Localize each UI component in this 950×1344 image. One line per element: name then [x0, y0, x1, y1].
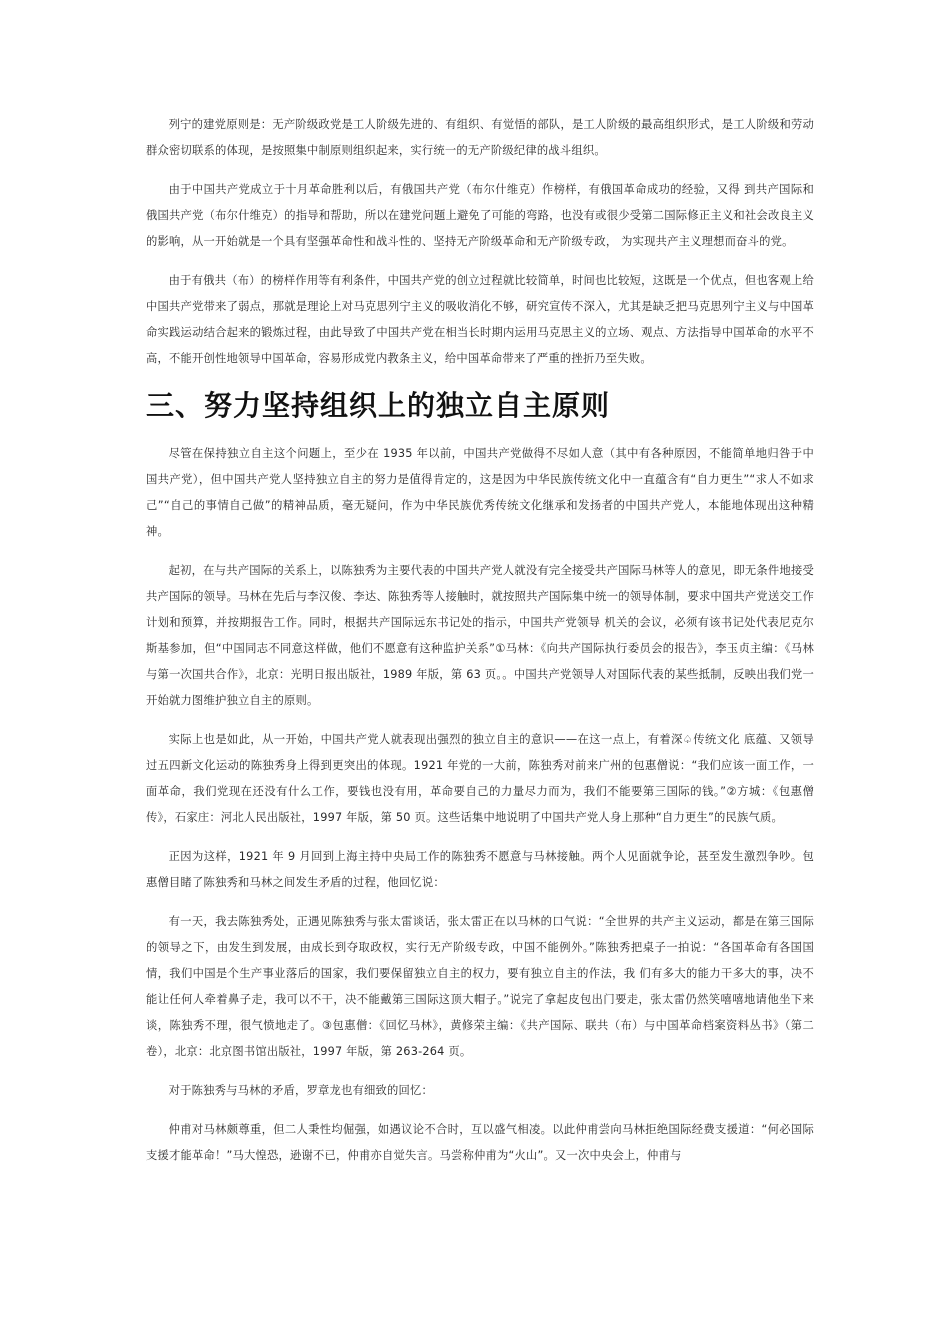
document-page — [146, 112, 814, 1182]
section-heading: 三、努力坚持组织上的独立自主原则 — [146, 389, 611, 422]
paragraph-weaknesses: 由于有俄共（布）的榜样作用等有利条件，中国共产党的创立过程就比较简单，时间也比较短，这既是一个优点，但也客观上给中国共产党带来了弱点，那就是理论上对马克思列宁主义的吸收消化不够，研究宣传不深入，尤其是缺乏把马克思列宁主义与中国革命实践运动结合起来的锻炼过程，由此导致了中国共产党在相当长时期内运用马克思主义的立场、观点、方法指导中国革命的水平不高，不能开创性地领导中国革命，容易形成党内教条主义，给中国革命带来了严重的挫折乃至失败。 — [146, 274, 814, 365]
paragraph-party-founding: 由于中国共产党成立于十月革命胜利以后，有俄国共产党（布尔什维克）作榜样，有俄国革命成功的经验，又得 到共产国际和俄国共产党（布尔什维克）的指导和帮助，所以在建党问题上避免了可能的弯路，也没有或很少受第二国际修正主义和社会改良主义的影响，从一开始就是一个具有坚强革命性和战斗性的、坚持无产阶级革命和无产阶级专政， 为实现共产主义理想而奋斗的党。 — [146, 183, 814, 248]
paragraph-comintern-relations: 起初，在与共产国际的关系上，以陈独秀为主要代表的中国共产党人就没有完全接受共产国际马林等人的意见，即无条件地接受共产国际的领导。马林在先后与李汉俊、李达、陈独秀等人接触时，就按照共产国际集中统一的领导体制，要求中国共产党送交工作计划和预算，并按期报告工作。同时，根据共产国际远东书记处的指示，中国共产党领导 机关的会议，必须有该书记处代表尼克尔斯基参加，但“中国同志不同意这样做，他们不愿意有这种监护关系”①马林：《向共产国际执行委员会的报告》，李玉贞主编：《马林与第一次国共合作》，北京：光明日报出版社，1989 年版，第 63 页。。中国共产党领导人对国际代表的某些抵制，反映出我们党一开始就力图维护独立自主的原则。 — [146, 564, 814, 707]
paragraph-bao-huiseng-memoir: 有一天，我去陈独秀处，正遇见陈独秀与张太雷谈话，张太雷正在以马林的口气说：“全世界的共产主义运动，都是在第三国际的领导之下，由发生到发展，由成长到夺取政权，实行无产阶级专政，中国不能例外。”陈独秀把桌子一拍说：“各国革命有各国国情，我们中国是个生产事业落后的国家，我们要保留独立自主的权力，要有独立自主的作法，我 们有多大的能力干多大的事，决不能让任何人牵着鼻子走，我可以不干，决不能戴第三国际这顶大帽子。”说完了拿起皮包出门要走，张太雷仍然笑嘻嘻地请他坐下来谈，陈独秀不理，很气愤地走了。③包惠僧：《回忆马林》，黄修荣主编：《共产国际、联共（布）与中国革命档案资料丛书》（第二卷），北京：北京图书馆出版社，1997 年版，第 263-264 页。 — [146, 915, 814, 1058]
paragraph-chen-duxiu-awareness: 实际上也是如此，从一开始，中国共产党人就表现出强烈的独立自主的意识——在这一点上，有着深♤传统文化 底蕴、又领导过五四新文化运动的陈独秀身上得到更突出的体现。1921 年党的一大前，陈独秀对前来广州的包惠僧说：“我们应该一面工作，一面革命，我们党现在还没有什么工作，要钱也没有用，革命要自己的力量尽力而为，我们不能要第三国际的钱。”②方城：《包惠僧传》，石家庄：河北人民出版社，1997 年版，第 50 页。这些话集中地说明了中国共产党人身上那种“自力更生”的民族气质。 — [146, 733, 814, 824]
paragraph-luo-zhanglong-intro: 对于陈独秀与马林的矛盾，罗章龙也有细致的回忆： — [168, 1084, 434, 1097]
paragraph-luo-zhanglong-memoir: 仲甫对马林颇尊重，但二人秉性均倔强，如遇议论不合时，互以盛气相凌。以此仲甫尝向马林拒绝国际经费支援道：“何必国际支援才能革命！”马大惶恐，逊谢不已，仲甫亦自觉失言。马尝称仲甫为“火山”。又一次中央会上，仲甫与 — [146, 1123, 814, 1162]
paragraph-lenin-principles: 列宁的建党原则是：无产阶级政党是工人阶级先进的、有组织、有觉悟的部队，是工人阶级的最高组织形式，是工人阶级和劳动群众密切联系的体现，是按照集中制原则组织起来，实行统一的无产阶级纪律的战斗组织。 — [146, 118, 814, 157]
paragraph-independence: 尽管在保持独立自主这个问题上，至少在 1935 年以前，中国共产党做得不尽如人意（其中有各种原因，不能简单地归咎于中国共产党），但中国共产党人坚持独立自主的努力是值得肯定的，这是因为中华民族传统文化中一直蕴含有“自力更生”“求人不如求己”“自己的事情自己做”的精神品质，毫无疑问，作为中华民族优秀传统文化继承和发扬者的中国共产党人，本能地体现出这种精神。 — [146, 447, 814, 538]
paragraph-shanghai-return: 正因为这样，1921 年 9 月回到上海主持中央局工作的陈独秀不愿意与马林接触。两个人见面就争论，甚至发生激烈争吵。包惠僧目睹了陈独秀和马林之间发生矛盾的过程，他回忆说： — [146, 850, 814, 889]
